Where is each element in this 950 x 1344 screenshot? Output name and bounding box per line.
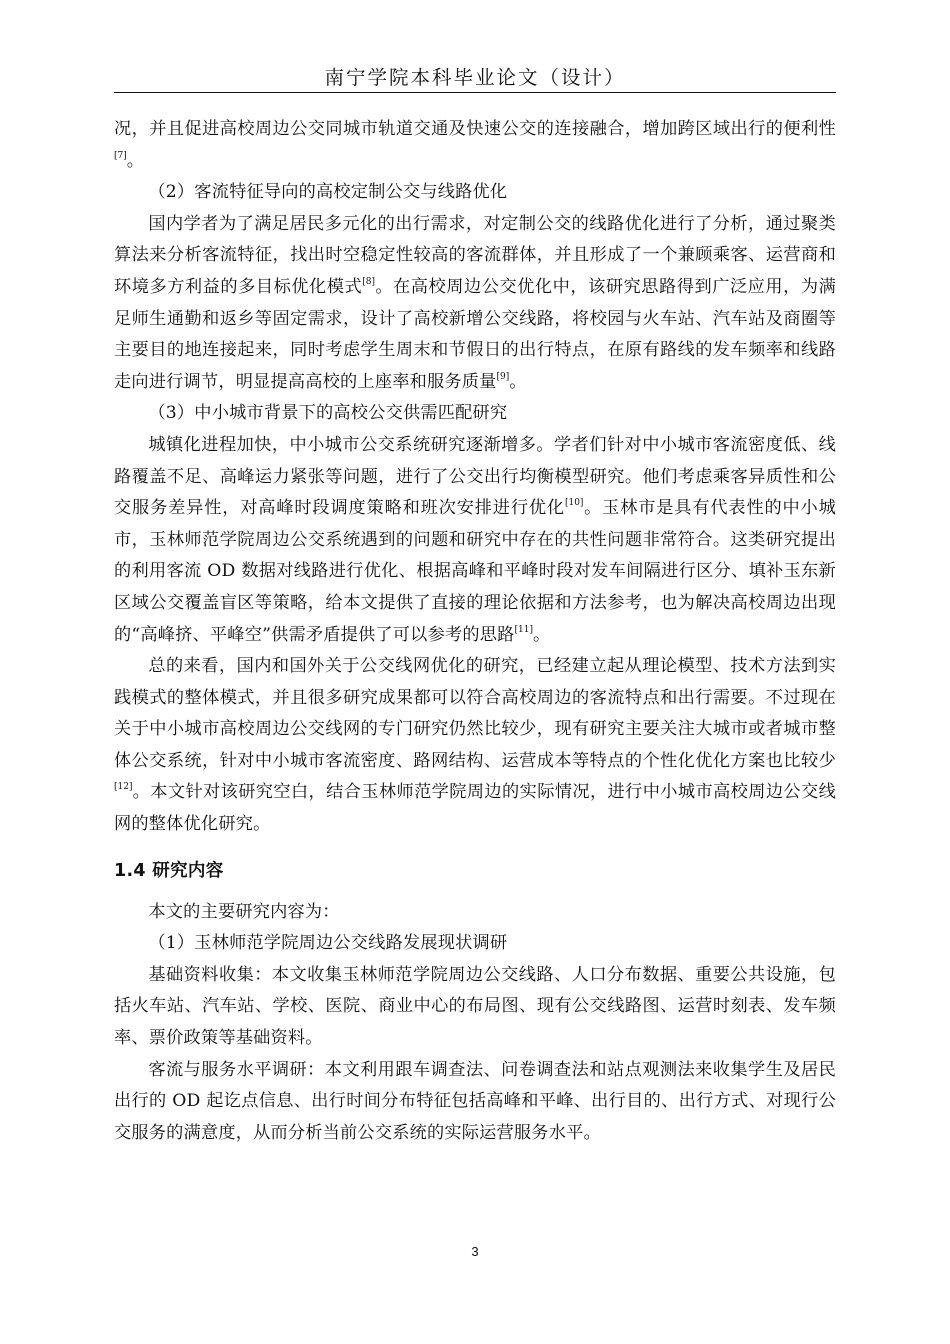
subheading-1: （1）玉林师范学院周边公交线路发展现状调研 — [148, 933, 508, 954]
subheading-2: （2）客流特征导向的高校定制公交与线路优化 — [148, 182, 508, 203]
paragraph-ridership-survey: 客流与服务水平调研：本文利用跟车调查法、问卷调查法和站点观测法来收集学生及居民出行的 OD 起讫点信息、出行时间分布特征包括高峰和平峰、出行目的、出行方式、对现行公交服务的满意度，从而分析当前公交系统的实际运营服务水平。 — [114, 1059, 836, 1143]
paragraph-basic-data: 基础资料收集：本文收集玉林师范学院周边公交线路、人口分布数据、重要公共设施，包括火车站、汽车站、学校、医院、商业中心的布局图、现有公交线路图、运营时刻表、发车频率、票价政策等基础资料。 — [114, 964, 836, 1049]
page-number: 3 — [471, 1244, 479, 1259]
paragraph-continuation: 况，并且促进高校周边公交同城市轨道交通及快速公交的连接融合，增加跨区域出行的便利性[7]。 — [114, 119, 836, 171]
page-header-title: 南宁学院本科毕业论文（设计） — [324, 66, 626, 89]
paragraph: 国内学者为了满足居民多元化的出行需求，对定制公交的线路优化进行了分析，通过聚类算法来分析客流特征，找出时空稳定性较高的客流群体，并且形成了一个兼顾乘客、运营商和环境多方利益的多目标优化模式[8]。在高校周边公交优化中，该研究思路得到广泛应用，为满足师生通勤和返乡等固定需求，设计了高校新增公交线路，将校园与火车站、汽车站及商圈等主要目的地连接起来，同时考虑学生周末和节假日的出行特点，在原有路线的发车频率和线路走向进行调节，明显提高高校的上座率和服务质量[9]。 — [114, 213, 836, 392]
section-heading: 1.4 研究内容 — [114, 860, 224, 881]
header-rule — [114, 92, 836, 93]
citation-ref[interactable]: [7] — [114, 150, 127, 161]
subheading-3: （3）中小城市背景下的高校公交供需匹配研究 — [148, 403, 508, 424]
paragraph: 城镇化进程加快，中小城市公交系统研究逐渐增多。学者们针对中小城市客流密度低、线路覆盖不足、高峰运力紧张等问题，进行了公交出行均衡模型研究。他们考虑乘客异质性和公交服务差异性，对高峰时段调度策略和班次安排进行优化[10]。玉林市是具有代表性的中小城市，玉林师范学院周边公交系统遇到的问题和研究中存在的共性问题非常符合。这类研究提出的利用客流 OD 数据对线路进行优化、根据高峰和平峰时段对发车间隔进行区分、填补玉东新区域公交覆盖盲区等策略，给本文提供了直接的理论依据和方法参考，也为解决高校周边出现的“高峰挤、平峰空”供需矛盾提供了可以参考的思路[11]。 — [114, 434, 836, 645]
citation-ref[interactable]: [10] — [564, 498, 584, 509]
paragraph-summary: 总的来看，国内和国外关于公交线网优化的研究，已经建立起从理论模型、技术方法到实践模式的整体模式，并且很多研究成果都可以符合高校周边的客流特点和出行需要。不过现在关于中小城市高校周边公交线网的专门研究仍然比较少，现有研究主要关注大城市或者城市整体公交系统，针对中小城市客流密度、路网结构、运营成本等特点的个性化优化方案也比较少[12]。本文针对该研究空白，结合玉林师范学院周边的实际情况，进行中小城市高校周边公交线网的整体优化研究。 — [114, 656, 836, 835]
citation-ref[interactable]: [9] — [496, 371, 510, 382]
body-text — [114, 114, 836, 1149]
citation-ref[interactable]: [11] — [514, 624, 533, 635]
citation-ref[interactable]: [12] — [114, 782, 133, 793]
paragraph-intro: 本文的主要研究内容为： — [148, 901, 340, 922]
citation-ref[interactable]: [8] — [362, 276, 375, 287]
